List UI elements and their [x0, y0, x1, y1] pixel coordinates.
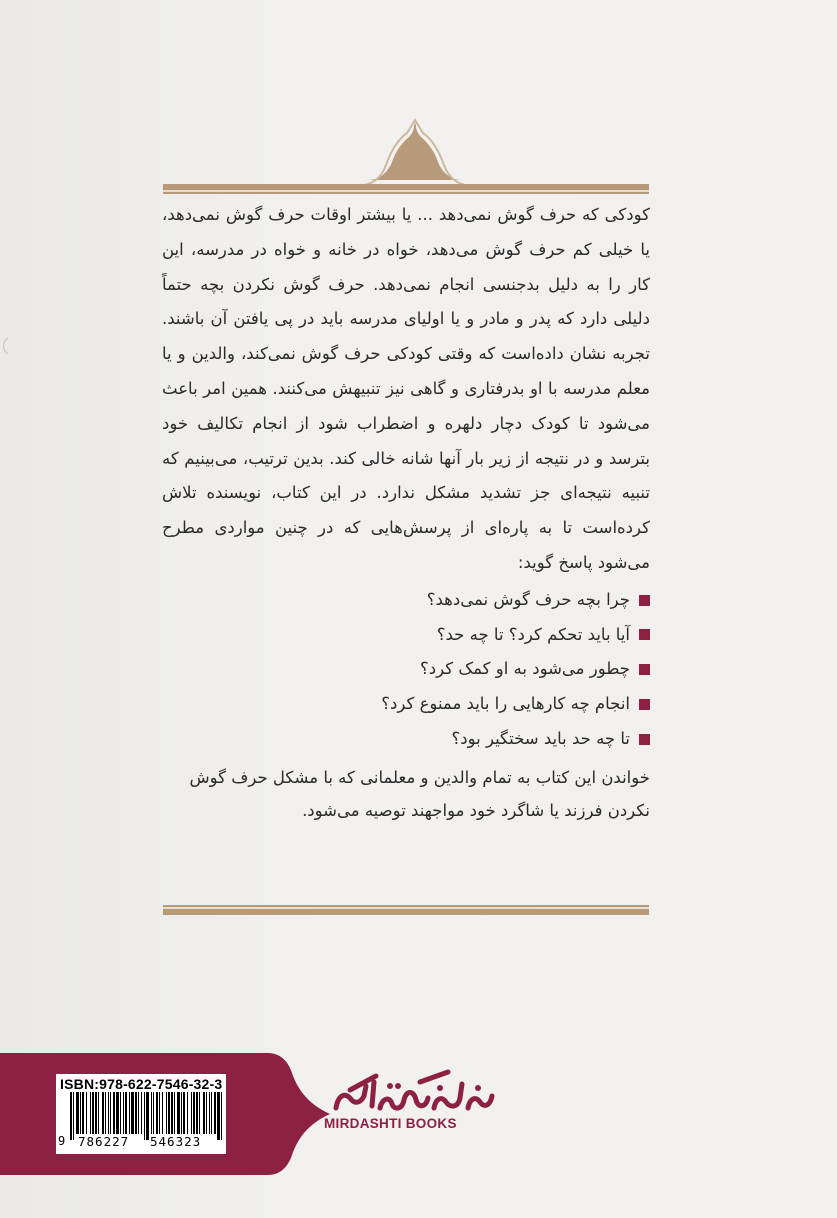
barcode-bar	[125, 1092, 127, 1134]
barcode-bar	[120, 1092, 121, 1134]
barcode-bar	[144, 1092, 145, 1140]
barcode-bar	[146, 1092, 149, 1140]
publisher-name: MIRDASHTI BOOKS	[324, 1116, 457, 1131]
barcode-bar	[193, 1092, 195, 1134]
question-text: تا چه حد باید سختگیر بود؟	[451, 728, 630, 748]
list-item	[162, 722, 650, 757]
barcode-bar	[108, 1092, 109, 1134]
bullet-square-icon	[639, 699, 650, 710]
list-item	[162, 687, 650, 722]
barcode-bar	[174, 1092, 175, 1134]
barcode-bar	[206, 1092, 207, 1134]
barcode-bar	[156, 1092, 158, 1134]
barcode-bar	[102, 1092, 104, 1134]
barcode-bar	[95, 1092, 97, 1134]
barcode-bar	[168, 1092, 170, 1134]
barcode-bar	[92, 1092, 94, 1134]
barcode-bar	[135, 1092, 137, 1134]
barcode-bar	[123, 1092, 124, 1134]
barcode-bar	[70, 1092, 72, 1140]
barcode-bar	[98, 1092, 99, 1134]
barcode-bar	[203, 1092, 205, 1134]
spine-crease-mark	[0, 336, 10, 356]
barcode-bar	[177, 1092, 180, 1134]
barcode-bar	[209, 1092, 210, 1134]
barcode-bar	[110, 1092, 111, 1134]
barcode-bar	[196, 1092, 198, 1134]
bullet-square-icon	[639, 664, 650, 675]
list-item	[162, 583, 650, 618]
barcode-bar	[80, 1092, 81, 1134]
barcode-bar	[183, 1092, 185, 1134]
blurb-intro-paragraph: کودکی که حرف گوش نمی‌دهد ... یا بیشتر اوقات حرف گوش نمی‌دهد، یا خیلی کم حرف گوش می‌دهد، خواه در خانه و خواه در مدرسه، این کار را به دلیل بدجنسی انجام نمی‌دهد. حرف گوش نکردن بچه حتماً دلیلی دارد که پدر و مادر و یا اولیای مدرسه باید در پی یافتن آن باشند. تجربه نشان داده‌است که وقتی کودکی حرف گوش نمی‌کند، والدین و یا معلم مدرسه با او بدرفتاری و گاهی نیز تنبیهش می‌کنند. همین امر باعث می‌شود تا کودک دچار دلهره و اضطراب شود از انجام تکالیف خود بترسد و در نتیجه از زیر بار آنها شانه خالی کند. بدین ترتیب، می‌بینیم که تنبیه نتیجه‌ای جز تشدید مشکل ندارد. در این کتاب، نویسنده تلاش کرده‌است تا به پاره‌ای از پرسش‌هایی که در چنین مواردی مطرح می‌شود پاسخ گوید:	[162, 205, 650, 572]
barcode-digit-first: 9	[58, 1134, 66, 1148]
isbn-barcode-box	[56, 1074, 226, 1154]
blurb-text-block	[162, 198, 650, 827]
barcode-bar	[217, 1092, 220, 1140]
barcode-bar	[166, 1092, 167, 1134]
list-item	[162, 652, 650, 687]
barcode-bar	[162, 1092, 163, 1134]
frame-top-rule	[163, 184, 649, 194]
barcode-bar	[86, 1092, 87, 1134]
dome-ornament-frame	[0, 110, 837, 200]
barcode-bar	[141, 1092, 142, 1134]
question-text: چطور می‌شود به او کمک کرد؟	[420, 659, 630, 679]
question-list	[162, 583, 650, 757]
barcode-bar	[151, 1092, 152, 1134]
bullet-square-icon	[639, 629, 650, 640]
barcode-bar	[199, 1092, 200, 1134]
barcode-bar	[116, 1092, 119, 1134]
question-text: آیا باید تحکم کرد؟ تا چه حد؟	[436, 624, 630, 644]
barcode-bar	[82, 1092, 84, 1134]
barcode-bar	[181, 1092, 182, 1134]
barcode-digits-right: 546323	[150, 1134, 202, 1149]
barcode-digits-left: 786227	[78, 1134, 130, 1149]
barcode-bar	[153, 1092, 154, 1134]
frame-bottom-rule	[163, 905, 649, 915]
barcode-bar	[138, 1092, 139, 1134]
barcode-bar	[131, 1092, 134, 1134]
barcode-bar	[113, 1092, 115, 1134]
barcode-bar	[211, 1092, 212, 1134]
publisher-logo	[320, 1068, 500, 1148]
question-text: چرا بچه حرف گوش نمی‌دهد؟	[426, 589, 630, 609]
barcode-bar	[187, 1092, 188, 1134]
barcode-bar	[76, 1092, 79, 1134]
barcode-bar	[90, 1092, 91, 1134]
barcode-bar	[73, 1092, 74, 1140]
frame-top-rule-line	[163, 190, 649, 192]
barcode-bar	[159, 1092, 160, 1134]
barcode-bar	[221, 1092, 222, 1140]
barcode-bar	[105, 1092, 106, 1134]
barcode-graphic	[70, 1092, 222, 1140]
barcode-bar	[214, 1092, 216, 1134]
barcode-bar	[129, 1092, 130, 1134]
isbn-label: ISBN:978-622-7546-32-3	[60, 1076, 223, 1092]
bullet-square-icon	[639, 734, 650, 745]
question-text: انجام چه کارهایی را باید ممنوع کرد؟	[381, 694, 630, 714]
list-item	[162, 618, 650, 653]
bullet-square-icon	[639, 595, 650, 606]
barcode-bar	[191, 1092, 192, 1134]
barcode-bar	[171, 1092, 173, 1134]
blurb-closing-paragraph: خواندن این کتاب به تمام والدین و معلمانی که با مشکل حرف گوش نکردن فرزند یا شاگرد خود مواجهند توصیه می‌شود.	[189, 767, 650, 820]
